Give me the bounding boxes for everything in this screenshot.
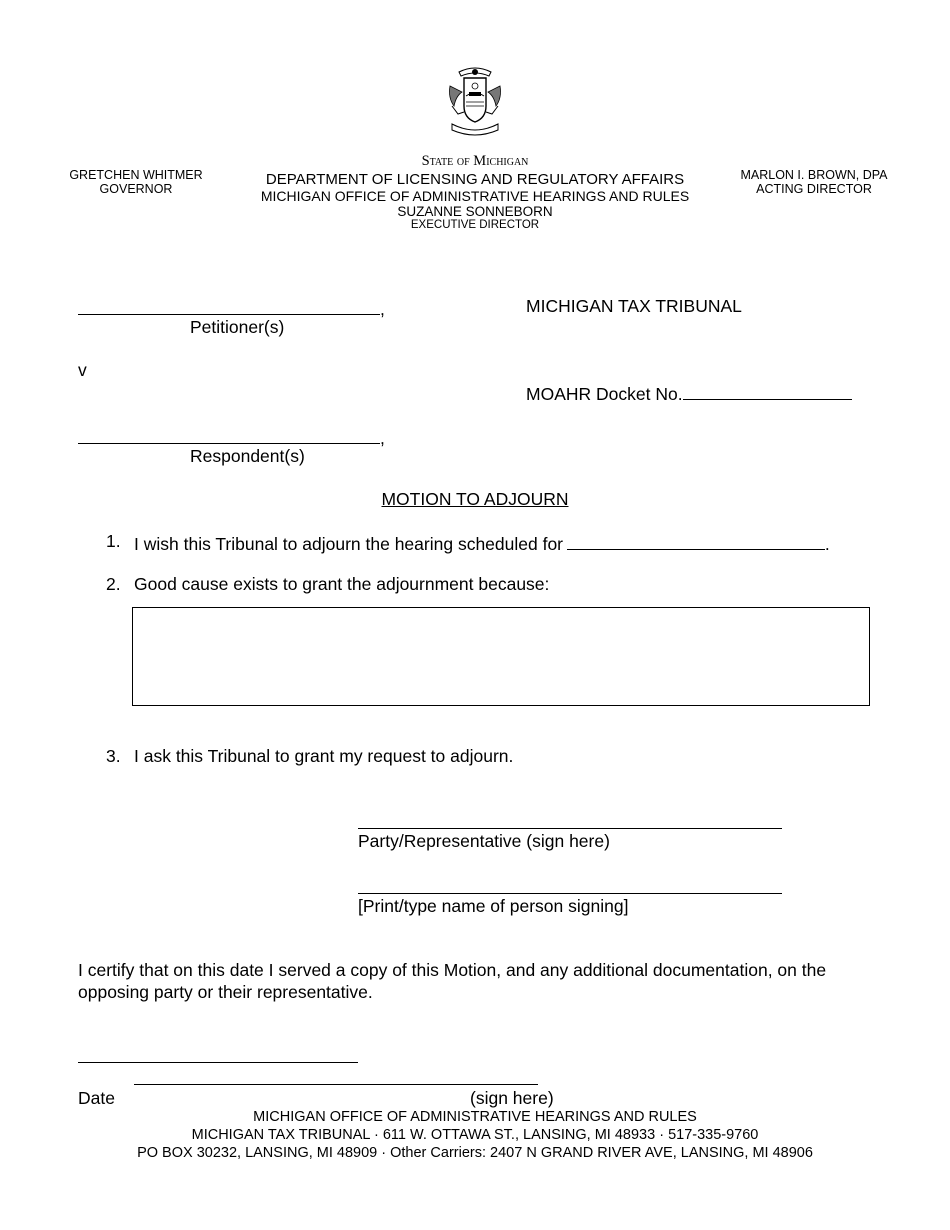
governor-block — [60, 168, 212, 196]
item-1-period: . — [824, 534, 830, 554]
footer-line-1: MICHIGAN OFFICE OF ADMINISTRATIVE HEARINGS AND RULES — [253, 1109, 697, 1125]
state-line-text: State of Michigan — [421, 153, 529, 169]
item-1 — [134, 531, 830, 555]
reason-text-box[interactable] — [132, 607, 870, 706]
respondent-field[interactable] — [78, 425, 380, 444]
certification-sign-label: (sign here) — [470, 1088, 554, 1108]
state-line — [225, 152, 725, 170]
petitioner-comma: , — [380, 299, 385, 319]
director-title: ACTING DIRECTOR — [756, 182, 872, 196]
petitioner-field[interactable] — [78, 296, 380, 315]
item-1-number: 1. — [106, 531, 121, 551]
docket-number-field[interactable] — [683, 381, 852, 400]
printed-name-label: [Print/type name of person signing] — [358, 896, 629, 916]
docket-line — [526, 381, 852, 405]
director-name: MARLON I. BROWN, DPA — [740, 168, 888, 182]
hearing-date-field[interactable] — [567, 531, 825, 550]
governor-title: GOVERNOR — [99, 182, 173, 196]
agency-header — [225, 152, 725, 231]
printed-name-line[interactable] — [358, 893, 782, 894]
department-name: DEPARTMENT OF LICENSING AND REGULATORY AFFAIRS — [265, 171, 685, 188]
item-3-number: 3. — [106, 746, 121, 766]
signature-label: Party/Representative (sign here) — [358, 831, 610, 851]
respondent-label: Respondent(s) — [190, 446, 305, 466]
reason-text-value — [133, 608, 869, 620]
executive-title: EXECUTIVE DIRECTOR — [410, 219, 540, 231]
certification-signature-line[interactable] — [134, 1084, 538, 1085]
governor-name: GRETCHEN WHITMER — [69, 168, 203, 182]
footer-line-2: MICHIGAN TAX TRIBUNAL · 611 W. OTTAWA ST., LANSING, MI 48933 · 517-335-9760 — [191, 1127, 759, 1143]
signature-line[interactable] — [358, 828, 782, 829]
director-block — [728, 168, 900, 196]
footer-line-3: PO BOX 30232, LANSING, MI 48909 · Other Carriers: 2407 N GRAND RIVER AVE, LANSING, MI 48906 — [137, 1145, 813, 1161]
item-1-text: I wish this Tribunal to adjourn the hearing scheduled for — [134, 534, 564, 554]
item-3-text: I ask this Tribunal to grant my request to adjourn. — [134, 746, 514, 766]
respondent-comma: , — [380, 428, 385, 448]
petitioner-label: Petitioner(s) — [190, 317, 285, 337]
tribunal-name: MICHIGAN TAX TRIBUNAL — [526, 296, 742, 316]
motion-title — [0, 489, 950, 510]
office-name: MICHIGAN OFFICE OF ADMINISTRATIVE HEARINGS AND RULES — [260, 188, 690, 204]
michigan-state-seal-icon — [444, 66, 506, 138]
docket-label: MOAHR Docket No. — [526, 384, 683, 404]
item-2-number: 2. — [106, 574, 121, 594]
item-2-text: Good cause exists to grant the adjournment because: — [134, 574, 550, 594]
versus-label: v — [78, 360, 87, 380]
date-label: Date — [78, 1088, 115, 1108]
certification-line-2: opposing party or their representative. — [78, 982, 373, 1002]
executive-name: SUZANNE SONNEBORN — [397, 204, 553, 219]
motion-title-text: MOTION TO ADJOURN — [381, 489, 569, 509]
certification-line-1: I certify that on this date I served a copy of this Motion, and any additional documentation, on the — [78, 960, 827, 980]
date-line[interactable] — [78, 1062, 358, 1063]
